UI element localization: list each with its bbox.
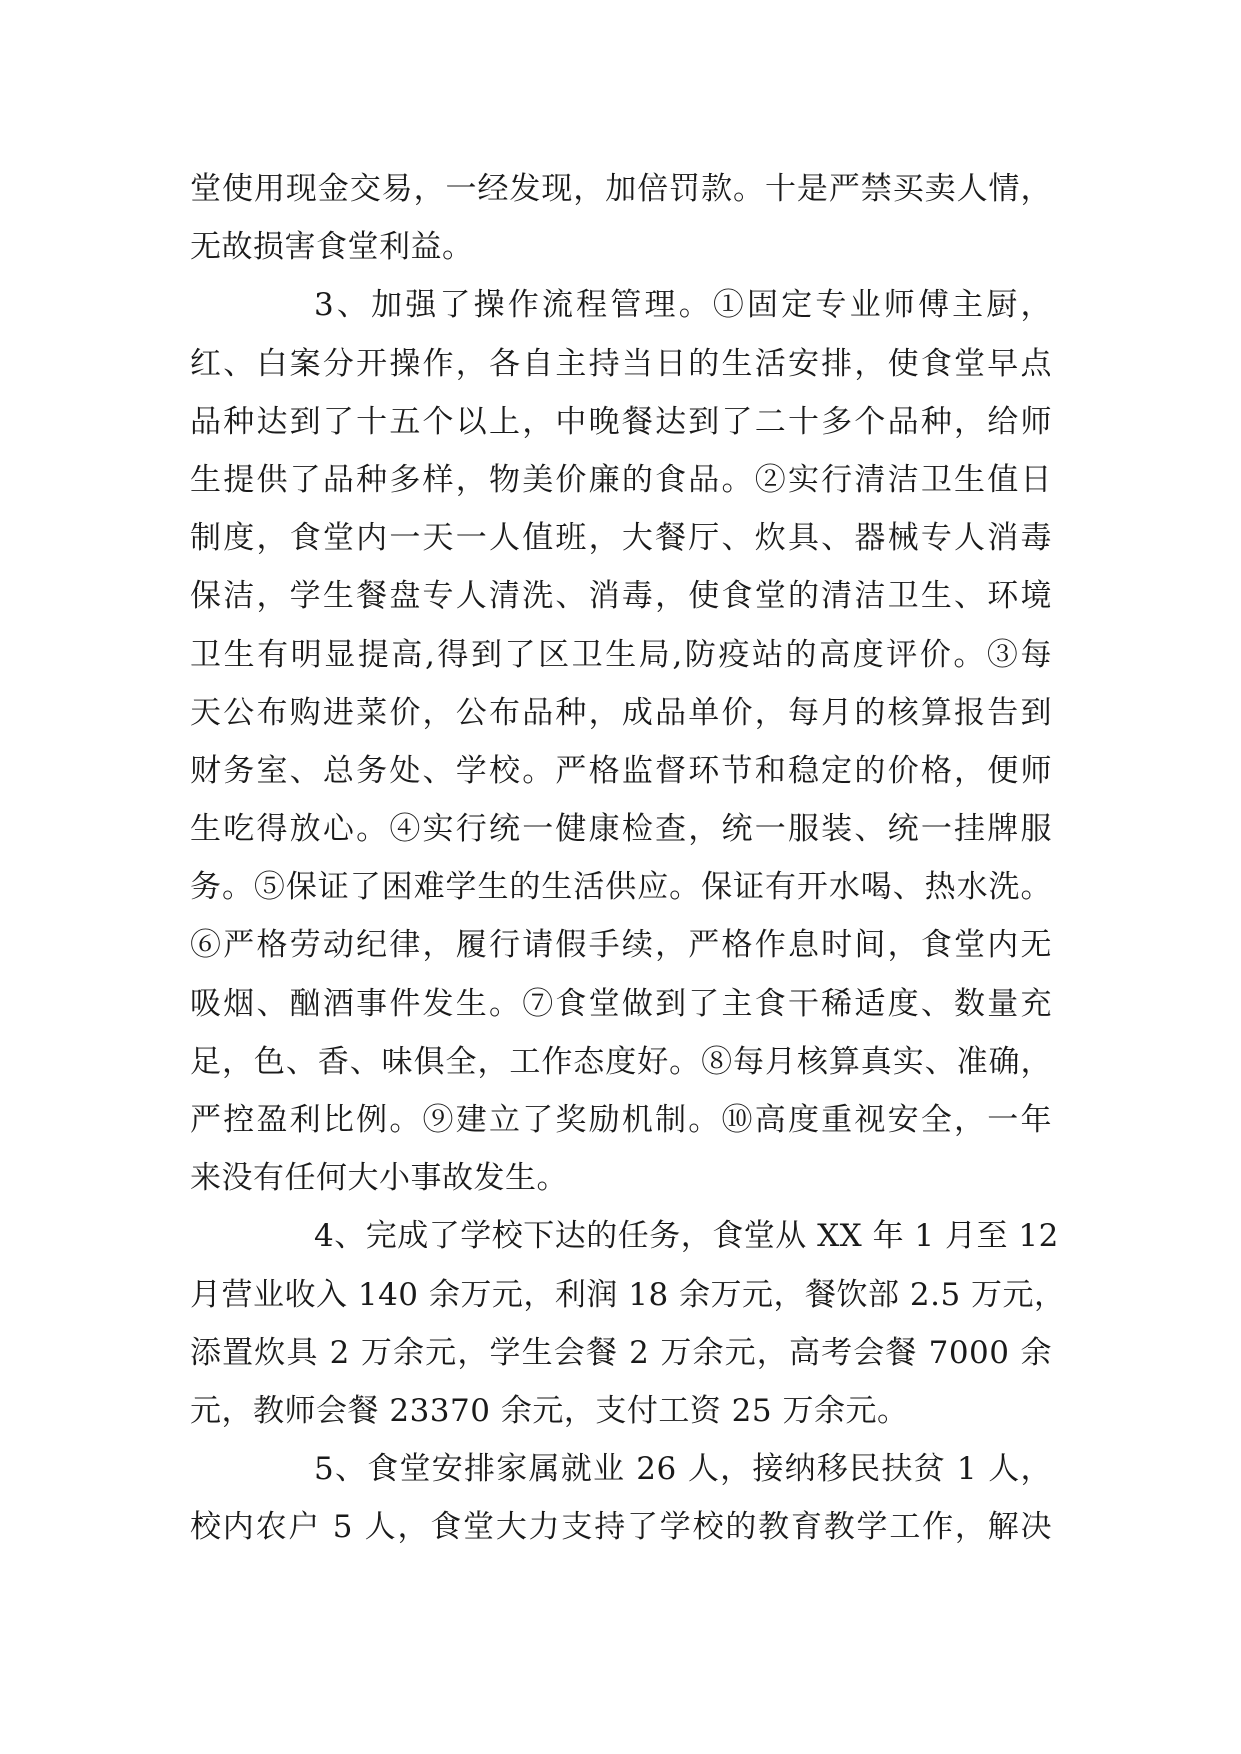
text-line: 月营业收入 140 余万元，利润 18 余万元，餐饮部 2.5 万元， [190, 1276, 1066, 1313]
text-line: 品种达到了十五个以上，中晚餐达到了二十多个品种，给师 [190, 403, 1052, 440]
text-line: 来没有任何大小事故发生。 [190, 1160, 568, 1197]
text-line: 吸烟、酗酒事件发生。⑦食堂做到了主食干稀适度、数量充 [190, 985, 1052, 1022]
text-line: 红、白案分开操作，各自主持当日的生活安排，使食堂早点 [190, 345, 1052, 382]
text-line: 财务室、总务处、学校。严格监督环节和稳定的价格，便师 [190, 752, 1052, 789]
paragraph-first-line: 4、完成了学校下达的任务，食堂从 XX 年 1 月至 12 [314, 1218, 1059, 1255]
paragraph-first-line: 5、食堂安排家属就业 26 人，接纳移民扶贫 1 人， [314, 1451, 1052, 1488]
text-line: 生提供了品种多样，物美价廉的食品。②实行清洁卫生值日 [190, 461, 1052, 498]
text-line: 无故损害食堂利益。 [190, 229, 474, 266]
paragraph-first-line: 3、加强了操作流程管理。①固定专业师傅主厨， [314, 287, 1052, 324]
text-line: 元，教师会餐 23370 余元，支付工资 25 万余元。 [190, 1392, 909, 1429]
text-line: 校内农户 5 人，食堂大力支持了学校的教育教学工作，解决 [190, 1509, 1052, 1546]
text-line: 务。⑤保证了困难学生的生活供应。保证有开水喝、热水洗。 [190, 869, 1052, 906]
text-line: 生吃得放心。④实行统一健康检查，统一服装、统一挂牌服 [190, 811, 1052, 848]
text-line: 堂使用现金交易，一经发现，加倍罚款。十是严禁买卖人情， [190, 171, 1052, 207]
text-line: 制度，食堂内一天一人值班，大餐厅、炊具、器械专人消毒 [190, 520, 1052, 557]
text-line: 严控盈利比例。⑨建立了奖励机制。⑩高度重视安全，一年 [190, 1102, 1052, 1138]
text-line: 保洁，学生餐盘专人清洗、消毒，使食堂的清洁卫生、环境 [190, 578, 1052, 615]
text-line: 天公布购进菜价，公布品种，成品单价，每月的核算报告到 [190, 694, 1052, 731]
body-text [190, 160, 1066, 1557]
text-line: ⑥严格劳动纪律，履行请假手续，严格作息时间，食堂内无 [190, 927, 1052, 964]
text-line: 足，色、香、味俱全，工作态度好。⑧每月核算真实、准确， [190, 1043, 1052, 1080]
text-line: 添置炊具 2 万余元，学生会餐 2 万余元，高考会餐 7000 余 [190, 1334, 1052, 1371]
text-line: 卫生有明显提高,得到了区卫生局,防疫站的高度评价。③每 [190, 636, 1052, 673]
